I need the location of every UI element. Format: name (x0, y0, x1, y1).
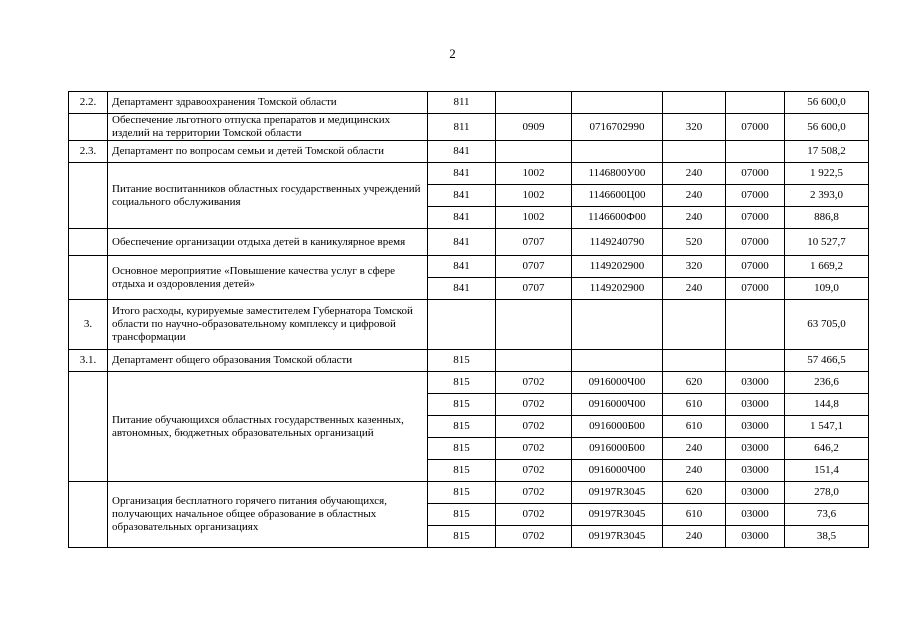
row-name: Основное мероприятие «Повышение качества услуг в сфере отдыха и оздоровления детей» (108, 256, 428, 300)
row-name: Питание воспитанников областных государственных учреждений социального обслуживания (108, 163, 428, 229)
cell-vr (663, 141, 726, 163)
cell-kosgu: 03000 (726, 416, 785, 438)
cell-vr (663, 92, 726, 114)
cell-csr: 0716702990 (572, 114, 663, 141)
cell-kosgu (726, 92, 785, 114)
row-number (69, 482, 108, 548)
cell-csr: 0916000Б00 (572, 416, 663, 438)
cell-kosgu (726, 141, 785, 163)
cell-code: 815 (428, 504, 496, 526)
cell-vr: 620 (663, 372, 726, 394)
row-number: 3.1. (69, 350, 108, 372)
cell-sum: 236,6 (785, 372, 869, 394)
row-number: 2.2. (69, 92, 108, 114)
cell-sum: 63 705,0 (785, 300, 869, 350)
row-name: Обеспечение льготного отпуска препаратов и медицинских изделий на территории Томской области (108, 114, 428, 141)
cell-csr: 0916000Ч00 (572, 394, 663, 416)
cell-vr: 240 (663, 438, 726, 460)
cell-code: 841 (428, 207, 496, 229)
cell-razd: 0707 (496, 229, 572, 256)
cell-vr: 240 (663, 278, 726, 300)
cell-vr: 520 (663, 229, 726, 256)
cell-kosgu: 07000 (726, 256, 785, 278)
table-row (69, 92, 869, 114)
row-name: Департамент здравоохранения Томской области (108, 92, 428, 114)
cell-vr: 320 (663, 114, 726, 141)
cell-sum: 109,0 (785, 278, 869, 300)
cell-csr (572, 141, 663, 163)
cell-razd: 0702 (496, 526, 572, 548)
cell-kosgu: 07000 (726, 278, 785, 300)
cell-kosgu: 07000 (726, 207, 785, 229)
cell-sum: 886,8 (785, 207, 869, 229)
cell-razd: 1002 (496, 163, 572, 185)
cell-razd: 0702 (496, 438, 572, 460)
cell-razd: 0702 (496, 372, 572, 394)
table-row (69, 300, 869, 350)
row-number (69, 229, 108, 256)
cell-csr: 0916000Ч00 (572, 372, 663, 394)
cell-kosgu: 03000 (726, 504, 785, 526)
cell-kosgu: 03000 (726, 460, 785, 482)
budget-table (68, 91, 869, 548)
cell-code: 841 (428, 141, 496, 163)
row-number (69, 372, 108, 482)
cell-kosgu: 07000 (726, 114, 785, 141)
cell-razd: 1002 (496, 207, 572, 229)
cell-code: 841 (428, 185, 496, 207)
table-row (69, 163, 869, 185)
cell-kosgu: 03000 (726, 372, 785, 394)
cell-code: 811 (428, 92, 496, 114)
cell-vr: 610 (663, 416, 726, 438)
cell-csr: 0916000Ч00 (572, 460, 663, 482)
cell-sum: 1 922,5 (785, 163, 869, 185)
cell-csr: 1146600Ф00 (572, 207, 663, 229)
cell-sum: 56 600,0 (785, 114, 869, 141)
cell-code: 841 (428, 278, 496, 300)
row-name: Организация бесплатного горячего питания обучающихся, получающих начальное общее образование в областных образовательных организациях (108, 482, 428, 548)
cell-vr: 240 (663, 163, 726, 185)
cell-vr: 320 (663, 256, 726, 278)
table-row (69, 350, 869, 372)
cell-vr: 240 (663, 185, 726, 207)
cell-sum: 278,0 (785, 482, 869, 504)
cell-vr: 610 (663, 504, 726, 526)
cell-code: 841 (428, 229, 496, 256)
cell-code: 815 (428, 526, 496, 548)
cell-code: 815 (428, 460, 496, 482)
cell-razd: 1002 (496, 185, 572, 207)
cell-sum: 56 600,0 (785, 92, 869, 114)
cell-vr: 610 (663, 394, 726, 416)
cell-vr: 620 (663, 482, 726, 504)
cell-kosgu: 03000 (726, 482, 785, 504)
cell-code: 841 (428, 163, 496, 185)
page-number: 2 (449, 46, 456, 61)
row-number (69, 256, 108, 300)
cell-csr (572, 350, 663, 372)
cell-kosgu: 03000 (726, 438, 785, 460)
cell-vr: 240 (663, 526, 726, 548)
cell-csr: 1146600Ц00 (572, 185, 663, 207)
cell-sum: 646,2 (785, 438, 869, 460)
table-row (69, 114, 869, 141)
cell-kosgu (726, 350, 785, 372)
cell-razd: 0702 (496, 482, 572, 504)
cell-csr (572, 300, 663, 350)
cell-kosgu: 07000 (726, 229, 785, 256)
cell-code: 815 (428, 350, 496, 372)
cell-csr (572, 92, 663, 114)
cell-kosgu: 07000 (726, 185, 785, 207)
cell-sum: 144,8 (785, 394, 869, 416)
cell-kosgu: 03000 (726, 526, 785, 548)
cell-code: 815 (428, 394, 496, 416)
row-name: Питание обучающихся областных государственных казенных, автономных, бюджетных образовательных организаций (108, 372, 428, 482)
cell-razd: 0702 (496, 504, 572, 526)
cell-razd: 0909 (496, 114, 572, 141)
cell-code: 815 (428, 482, 496, 504)
row-name: Департамент по вопросам семьи и детей Томской области (108, 141, 428, 163)
cell-kosgu (726, 300, 785, 350)
cell-kosgu: 07000 (726, 163, 785, 185)
cell-sum: 1 669,2 (785, 256, 869, 278)
cell-razd (496, 141, 572, 163)
row-number: 3. (69, 300, 108, 350)
cell-razd: 0707 (496, 256, 572, 278)
cell-razd: 0702 (496, 394, 572, 416)
cell-vr (663, 350, 726, 372)
row-name: Итого расходы, курируемые заместителем Губернатора Томской области по научно-образовательному комплексу и цифровой трансформации (108, 300, 428, 350)
cell-razd (496, 300, 572, 350)
cell-csr: 1149202900 (572, 256, 663, 278)
cell-vr: 240 (663, 207, 726, 229)
cell-code: 811 (428, 114, 496, 141)
cell-csr: 09197R3045 (572, 526, 663, 548)
table-row (69, 141, 869, 163)
cell-sum: 1 547,1 (785, 416, 869, 438)
cell-vr: 240 (663, 460, 726, 482)
cell-sum: 151,4 (785, 460, 869, 482)
cell-kosgu: 03000 (726, 394, 785, 416)
cell-sum: 73,6 (785, 504, 869, 526)
cell-code: 841 (428, 256, 496, 278)
row-number (69, 163, 108, 229)
cell-code: 815 (428, 438, 496, 460)
cell-sum: 10 527,7 (785, 229, 869, 256)
cell-razd: 0702 (496, 416, 572, 438)
table-row (69, 256, 869, 278)
cell-sum: 17 508,2 (785, 141, 869, 163)
cell-sum: 57 466,5 (785, 350, 869, 372)
row-number (69, 114, 108, 141)
cell-csr: 1146800У00 (572, 163, 663, 185)
cell-csr: 1149240790 (572, 229, 663, 256)
cell-vr (663, 300, 726, 350)
cell-code: 815 (428, 416, 496, 438)
table-row (69, 372, 869, 394)
table-row (69, 229, 869, 256)
cell-razd: 0707 (496, 278, 572, 300)
table-row (69, 482, 869, 504)
cell-code: 815 (428, 372, 496, 394)
cell-csr: 09197R3045 (572, 482, 663, 504)
row-number: 2.3. (69, 141, 108, 163)
row-name: Департамент общего образования Томской области (108, 350, 428, 372)
cell-razd (496, 350, 572, 372)
row-name: Обеспечение организации отдыха детей в каникулярное время (108, 229, 428, 256)
cell-sum: 2 393,0 (785, 185, 869, 207)
cell-sum: 38,5 (785, 526, 869, 548)
cell-csr: 09197R3045 (572, 504, 663, 526)
cell-razd (496, 92, 572, 114)
cell-csr: 0916000Б00 (572, 438, 663, 460)
cell-csr: 1149202900 (572, 278, 663, 300)
cell-razd: 0702 (496, 460, 572, 482)
cell-code (428, 300, 496, 350)
